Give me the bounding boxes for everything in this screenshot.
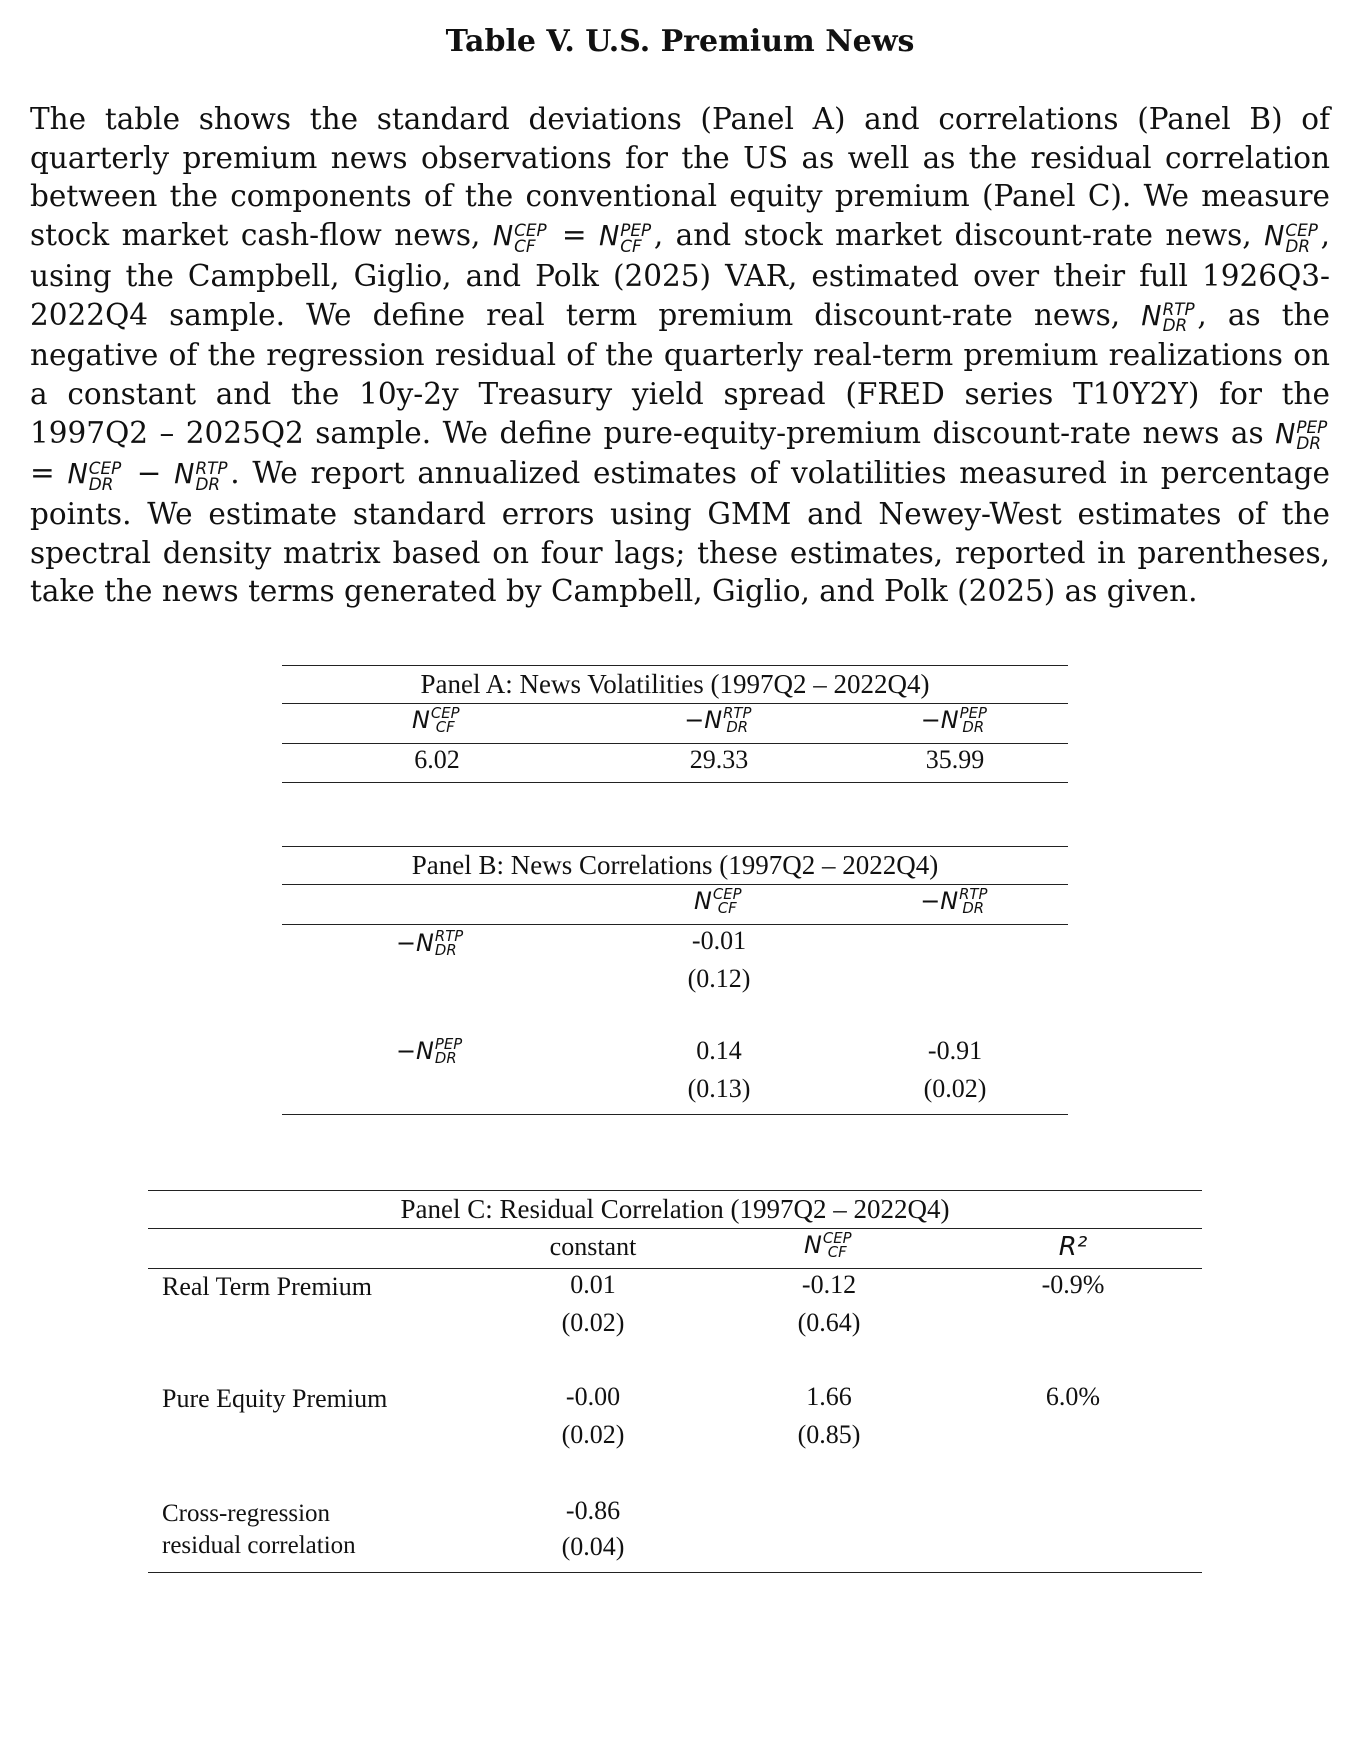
panel-c-rtp-constant-se: (0.02) xyxy=(561,1308,625,1337)
panel-b-bottom-rule xyxy=(282,1114,1068,1115)
panel-c-header-rule xyxy=(148,1268,1202,1269)
panel-c-cross-value: -0.86 xyxy=(565,1496,621,1525)
panel-c-pep-constant-se: (0.02) xyxy=(561,1420,625,1449)
panel-b-top-rule xyxy=(282,846,1068,847)
panel-b-row-label-pep: −N PEP DR xyxy=(396,1035,463,1067)
panel-c-rtp-r2: -0.9% xyxy=(1041,1270,1105,1299)
panel-b-table xyxy=(282,846,1068,1116)
panel-a-top-rule xyxy=(282,665,1068,666)
table-title: Table V. U.S. Premium News xyxy=(445,24,915,59)
panel-c-title: Panel C: Residual Correlation (1997Q2 – 2022Q4) xyxy=(400,1194,950,1224)
panel-b-title-rule xyxy=(282,884,1068,885)
panel-c-row-label-pep: Pure Equity Premium xyxy=(162,1384,388,1413)
panel-c-row-label-rtp: Real Term Premium xyxy=(162,1272,372,1301)
panel-b-header-rule xyxy=(282,924,1068,925)
panel-c-title-rule xyxy=(148,1228,1202,1229)
panel-b-pep-ncf-value: 0.14 xyxy=(696,1036,742,1065)
panel-c-pep-ncf-se: (0.85) xyxy=(797,1420,861,1449)
panel-a-header-rule xyxy=(282,743,1068,744)
table-caption: The table shows the standard deviations (Panel A) and correlations (Panel B) of quarterly premium news observations for the US as well as the residual correlation between the components of the conventional equity premium (Panel C). We measure stock market cash-flow news, N CEP CF = N PEP CF , and stock market discount-rate news, N CEP DR , using the Campbell, Giglio, and Polk (2025) VAR, estimated over their full 1926Q3-2022Q4 sample. We define real term premium discount-rate news, N RTP DR , as the negative of the regression residual of the quarterly real-term premium realizations on a constant and the 10y-2y Treasury yield spread (FRED series T10Y2Y) for the 1997Q2 – 2025Q2 sample. We define pure-equity-premium discount-rate news as N PEP DR = N CEP DR − N RTP DR . We report annualized estimates of volatilities measured in percentage points. We estimate standard errors using GMM and Newey-West estimates of the spectral density matrix based on four lags; these estimates, reported in parentheses, take the news terms generated by Campbell, Giglio, and Polk (2025) as given. xyxy=(30,102,1331,609)
panel-a-value-ncf: 6.02 xyxy=(414,745,460,774)
panel-a-table xyxy=(282,665,1068,785)
panel-a-bottom-rule xyxy=(282,782,1068,783)
panel-a-header-neg-ndr-pep: −N PEP DR xyxy=(920,704,987,736)
panel-b-title: Panel B: News Correlations (1997Q2 – 2022Q4) xyxy=(411,850,939,880)
panel-b-header-neg-ndr-rtp: −N RTP DR xyxy=(920,885,988,917)
panel-c-pep-ncf: 1.66 xyxy=(806,1382,852,1411)
panel-b-pep-rtp-se: (0.02) xyxy=(923,1074,987,1103)
panel-b-header-ncf-cep: N CEP CF xyxy=(694,885,742,917)
panel-a-header-ncf-cep: N CEP CF xyxy=(412,704,460,736)
panel-a-value-ndr-rtp: 29.33 xyxy=(689,745,749,774)
panel-c-pep-constant: -0.00 xyxy=(565,1382,621,1411)
panel-c-header-r2: R² xyxy=(1058,1232,1088,1262)
panel-a-title-rule xyxy=(282,703,1068,704)
panel-c-cross-label-line2: residual correlation xyxy=(162,1532,356,1559)
panel-c-cross-se: (0.04) xyxy=(561,1532,625,1561)
panel-c-table xyxy=(148,1190,1202,1574)
panel-c-rtp-ncf-se: (0.64) xyxy=(797,1308,861,1337)
panel-a-value-ndr-pep: 35.99 xyxy=(925,745,985,774)
panel-a-title: Panel A: News Volatilities (1997Q2 – 2022Q4) xyxy=(420,669,930,699)
panel-c-top-rule xyxy=(148,1190,1202,1191)
panel-b-row-label-rtp: −N RTP DR xyxy=(396,927,464,959)
panel-c-rtp-constant: 0.01 xyxy=(570,1270,616,1299)
panel-b-rtp-ncf-value: -0.01 xyxy=(691,926,747,955)
panel-c-bottom-rule xyxy=(148,1572,1202,1573)
panel-c-header-constant: constant xyxy=(549,1232,637,1261)
panel-c-rtp-ncf: -0.12 xyxy=(801,1270,857,1299)
panel-c-cross-label-line1: Cross-regression xyxy=(162,1500,331,1527)
panel-b-pep-ncf-se: (0.13) xyxy=(687,1074,751,1103)
panel-c-header-ncf-cep: N CEP CF xyxy=(804,1229,852,1261)
panel-c-pep-r2: 6.0% xyxy=(1045,1382,1101,1411)
panel-b-rtp-ncf-se: (0.12) xyxy=(687,964,751,993)
panel-b-pep-rtp-value: -0.91 xyxy=(927,1036,983,1065)
panel-a-header-neg-ndr-rtp: −N RTP DR xyxy=(684,704,752,736)
